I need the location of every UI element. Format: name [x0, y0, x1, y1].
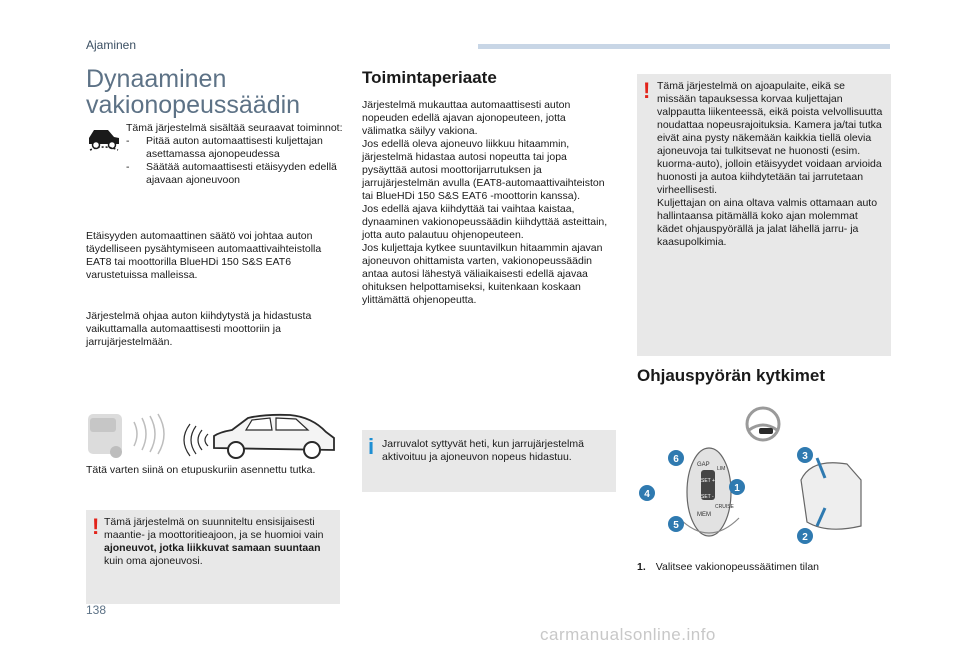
- header-bar: [478, 44, 890, 49]
- title-line-1: Dynaaminen: [86, 65, 227, 93]
- steering-wheel-icon: [747, 408, 779, 440]
- warning-text-bold: ajoneuvot: [104, 542, 154, 554]
- stalk-label: GAP: [697, 462, 710, 468]
- warning-note: [637, 74, 891, 356]
- steering-switch-diagram: [637, 398, 891, 550]
- svg-text:1: 1: [734, 483, 740, 494]
- page-title: [86, 66, 346, 118]
- section-heading-toimintaperiaate: Toimintaperiaate: [362, 68, 497, 87]
- stalk-label: SET -: [701, 494, 714, 500]
- info-note: [362, 430, 616, 492]
- list-dash: -: [126, 135, 130, 147]
- warning-paragraph: Tämä järjestelmä on ajoapulaite, eikä se missään tapauksessa korvaa kuljettajan valppautta liikenteessä, eikä poista velvollisuutta noudattaa nopeusrajoituksia. Kamera ja/tai tutka eivät aina pysty näkemään kaikkia tiellä olevia ajoneuvoja tai tulkitsevat ne huonosti (esim. kuorma-auto), jolloin etäisyydet voidaan arvioida huonosti ja autoa kiihdytetään tai jarrutetaan virheellisesti.: [657, 80, 883, 196]
- paragraph-text: Jos edellä ajava kiihdyttää tai vaihtaa kaistaa, dynaaminen vakionopeussäädin kiihdyttää asteittain, jotta auto palautuu ohjenopeuteen.: [362, 203, 608, 241]
- legend-text: Valitsee vakionopeussäätimen tilan: [655, 561, 820, 573]
- legend-number: 1.: [637, 561, 646, 573]
- intro-list: [126, 135, 346, 187]
- list-item-text: Pitää auton automaattisesti kuljettajan asettamassa ajonopeudessa: [146, 135, 323, 160]
- radar-caption: [86, 464, 336, 477]
- paragraph-text: Jos kuljettaja kytkee suuntavilkun hitaammin ajavan ajoneuvon ohittamista varten, vakionopeussäädin antaa autosi lähestyä väliaikaisesti edellä ajavaa ohituksen helpottamiseksi, kuitenkaan koskaan ylittämättä ohjenopeutta.: [362, 242, 603, 306]
- intro-block: [126, 122, 346, 187]
- cruise-stalk: [679, 448, 739, 536]
- list-item-text: Säätää automaattisesti etäisyyden edellä ajavaan ajoneuvoon: [146, 161, 337, 186]
- paragraph-text: Järjestelmä mukauttaa automaattisesti auton nopeuden edellä ajavan ajonopeuteen, jotta välimatka säilyy vakiona.: [362, 99, 571, 137]
- warning-text-part: Tämä järjestelmä on suunniteltu ensisijaisesti maantie- ja moottoritieajoon, ja se huomioi vain: [104, 516, 324, 541]
- caption-text: Tätä varten siinä on etupuskuriin asennettu tutka.: [86, 464, 316, 476]
- svg-text:3: 3: [802, 451, 808, 462]
- callout-4: [639, 485, 655, 501]
- speed-lever: [801, 458, 861, 529]
- callout-5: [668, 516, 684, 532]
- intro-lead: Tämä järjestelmä sisältää seuraavat toiminnot:: [126, 122, 343, 134]
- svg-text:4: 4: [644, 489, 650, 500]
- paragraph-control: [86, 310, 336, 349]
- radar-car-illustration: [86, 408, 340, 460]
- principle-text: [362, 99, 612, 307]
- paragraph-text: Jos edellä oleva ajoneuvo liikkuu hitaammin, järjestelmä hidastaa autosi nopeutta tai jopa pysäyttää autosi moottorijarrutuksen ja jarrujärjestelmän avulla (EAT8-automaattivaihteiston tai BlueHDi 150 S&S EAT6 -moottorin kanssa).: [362, 138, 605, 202]
- callout-3: [797, 447, 813, 463]
- list-item: [126, 135, 346, 161]
- svg-text:5: 5: [673, 520, 679, 531]
- warning-paragraph: Kuljettajan on aina oltava valmis ottamaan auto hallintaansa pitämällä koko ajan molemmat kädet ohjauspyörällä ja jalat lähellä jarru- ja kaasupolkimia.: [657, 197, 878, 248]
- section-heading-ohjauspyoran-kytkimet: Ohjauspyörän kytkimet: [637, 366, 826, 385]
- stalk-label: SET +: [701, 478, 715, 484]
- warning-text-bold: ,: [153, 542, 160, 554]
- paragraph-stop: [86, 230, 336, 282]
- svg-text:2: 2: [802, 532, 808, 543]
- list-dash: -: [126, 161, 130, 173]
- callout-1: [729, 479, 745, 495]
- paragraph-text: Etäisyyden automaattinen säätö voi johtaa auton täydelliseen pysähtymiseen automaattivaihteistolla EAT8 tai moottorilla BlueHDi 150 S&S EAT6 varustetuissa malleissa.: [86, 230, 322, 281]
- callout-2: [797, 528, 813, 544]
- legend-item: [637, 561, 819, 573]
- section-header: Ajaminen: [86, 38, 137, 52]
- stalk-label: MEM: [697, 512, 711, 518]
- stalk-label: CRUISE: [715, 504, 734, 510]
- paragraph-text: Järjestelmä ohjaa auton kiihdytystä ja hidastusta vaikuttamalla automaattisesti moottoriin ja jarrujärjestelmään.: [86, 310, 312, 348]
- warning-note: [86, 510, 340, 604]
- info-icon: i: [368, 434, 375, 459]
- list-item: [126, 161, 346, 187]
- watermark: carmanualsonline.info: [540, 625, 716, 644]
- warning-text-part: kuin oma ajoneuvosi.: [104, 555, 203, 567]
- warning-icon: !: [92, 514, 100, 539]
- stalk-label: LIM: [717, 466, 726, 472]
- warning-text: [657, 80, 883, 249]
- warning-text-bold: jotka liikkuvat samaan suuntaan: [159, 542, 321, 554]
- warning-icon: !: [643, 78, 651, 103]
- svg-text:6: 6: [673, 454, 679, 465]
- cruise-car-icon: [86, 124, 122, 154]
- warning-text: [104, 516, 334, 568]
- callout-6: [668, 450, 684, 466]
- page-number: 138: [86, 603, 107, 617]
- title-line-2: vakionopeussäädin: [86, 91, 301, 119]
- info-text: Jarruvalot syttyvät heti, kun jarrujärjestelmä aktivoituu ja ajoneuvon nopeus hidastuu.: [382, 438, 584, 463]
